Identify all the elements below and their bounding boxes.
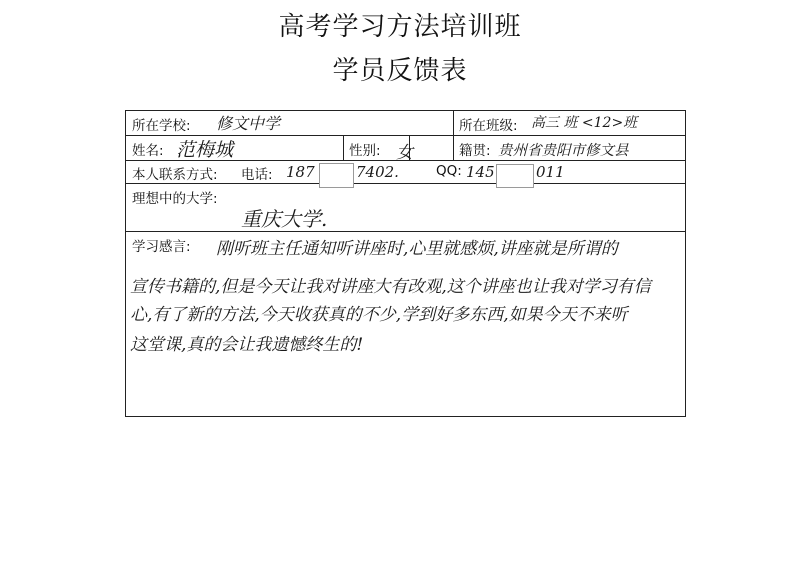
phone-prefix[interactable]: 187 [286, 163, 315, 181]
school-value[interactable]: 修文中学 [216, 114, 281, 133]
contact-label: 本人联系方式: [132, 167, 218, 183]
phone-label: 电话: [241, 167, 273, 183]
phone-redaction-box [319, 163, 354, 188]
row-divider [126, 231, 685, 232]
qq-redaction-box [496, 164, 534, 188]
row-divider [126, 183, 685, 184]
school-label: 所在学校: [132, 118, 191, 134]
feedback-line: 这堂课,真的会让我遗憾终生的! [130, 335, 364, 355]
ideal-university-label: 理想中的大学: [132, 191, 218, 207]
form-subtitle: 学员反馈表 [332, 56, 468, 86]
name-value[interactable]: 范梅城 [176, 139, 234, 161]
feedback-line: 心,有了新的方法,今天收获真的不少,学到好多东西,如果今天不来听 [130, 305, 628, 325]
phone-suffix[interactable]: 7402. [356, 163, 399, 181]
column-divider [343, 135, 344, 160]
feedback-form [125, 110, 686, 417]
hometown-label: 籍贯: [459, 143, 491, 159]
qq-label: QQ: [436, 163, 462, 179]
column-divider [453, 111, 454, 160]
qq-suffix[interactable]: 011 [536, 163, 565, 181]
ideal-university-value[interactable]: 重庆大学. [241, 207, 328, 231]
form-title: 高考学习方法培训班 [278, 12, 522, 42]
qq-prefix[interactable]: 145 [466, 163, 495, 181]
name-label: 姓名: [132, 143, 164, 159]
feedback-label: 学习感言: [132, 239, 191, 255]
hometown-value[interactable]: 贵州省贵阳市修文县 [498, 143, 629, 159]
feedback-line: 宣传书籍的,但是今天让我对讲座大有改观,这个讲座也让我对学习有信 [130, 277, 651, 297]
class-label: 所在班级: [459, 118, 518, 134]
feedback-line: 刚听班主任通知听讲座时,心里就感烦,讲座就是所谓的 [216, 239, 618, 259]
class-value[interactable]: 高三 班 <12>班 [531, 115, 638, 131]
gender-value[interactable]: 女 [396, 143, 413, 163]
gender-label: 性别: [349, 143, 381, 159]
